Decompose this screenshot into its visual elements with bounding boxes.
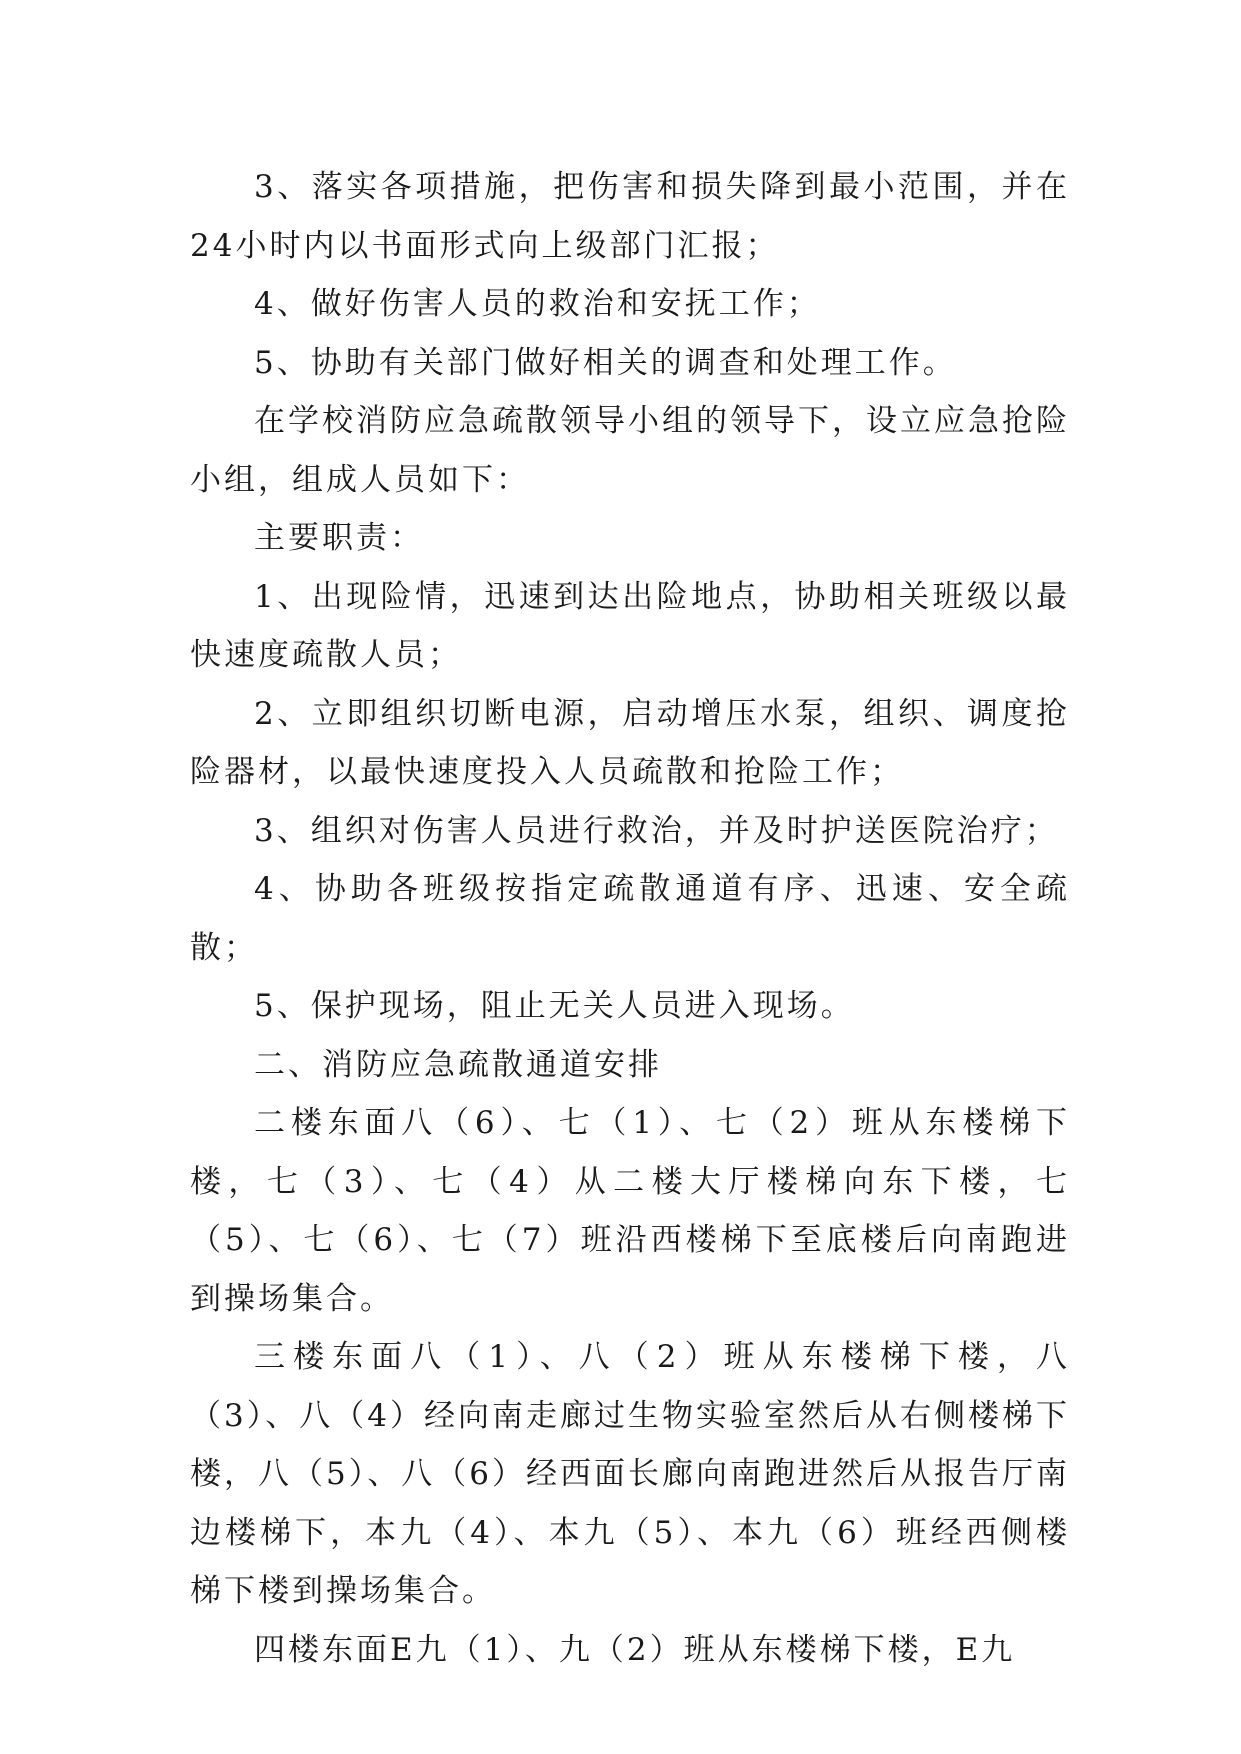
paragraph-duty-5: 5、保护现场，阻止无关人员进入现场。: [254, 988, 855, 1024]
paragraph-fourth-floor-route: 四楼东面E九（1）、九（2）班从东楼梯下楼，E九: [254, 1631, 1016, 1668]
paragraph-main-duties-heading: 主要职责：: [254, 520, 424, 556]
paragraph-duty-3: 3、组织对伤害人员进行救治，并及时护送医院治疗；: [254, 812, 1059, 849]
paragraph-measure-5: 5、协助有关部门做好相关的调查和处理工作。: [254, 344, 957, 381]
document-body: [190, 158, 1070, 1679]
paragraph-third-floor-route: 三楼东面八（1）、八（2）班从东楼梯下楼，八（3）、八（4）经向南走廊过生物实验室然后从右侧楼梯下楼，八（5）、八（6）经西面长廊向南跑进然后从报告厅南边楼梯下，本九（4）、本九（5）、本九（6）班经西侧楼梯下楼到操场集合。: [190, 1339, 1070, 1609]
paragraph-duty-4: 4、协助各班级按指定疏散通道有序、迅速、安全疏散；: [190, 871, 1070, 966]
section-heading-evacuation-routes: 二、消防应急疏散通道安排: [254, 1046, 662, 1083]
paragraph-duty-1: 1、出现险情，迅速到达出险地点，协助相关班级以最快速度疏散人员；: [190, 578, 1070, 673]
paragraph-duty-2: 2、立即组织切断电源，启动增压水泵，组织、调度抢险器材，以最快速度投入人员疏散和抢险工作；: [190, 695, 1070, 790]
paragraph-measure-4: 4、做好伤害人员的救治和安抚工作；: [254, 286, 821, 322]
paragraph-second-floor-route: 二楼东面八（6）、七（1）、七（2）班从东楼梯下楼，七（3）、七（4）从二楼大厅楼梯向东下楼，七（5）、七（6）、七（7）班沿西楼梯下至底楼后向南跑进到操场集合。: [190, 1105, 1070, 1317]
paragraph-measure-3: 3、落实各项措施，把伤害和损失降到最小范围，并在24小时内以书面形式向上级部门汇报；: [190, 169, 1070, 264]
paragraph-rescue-team-intro: 在学校消防应急疏散领导小组的领导下，设立应急抢险小组，组成人员如下：: [190, 403, 1070, 498]
